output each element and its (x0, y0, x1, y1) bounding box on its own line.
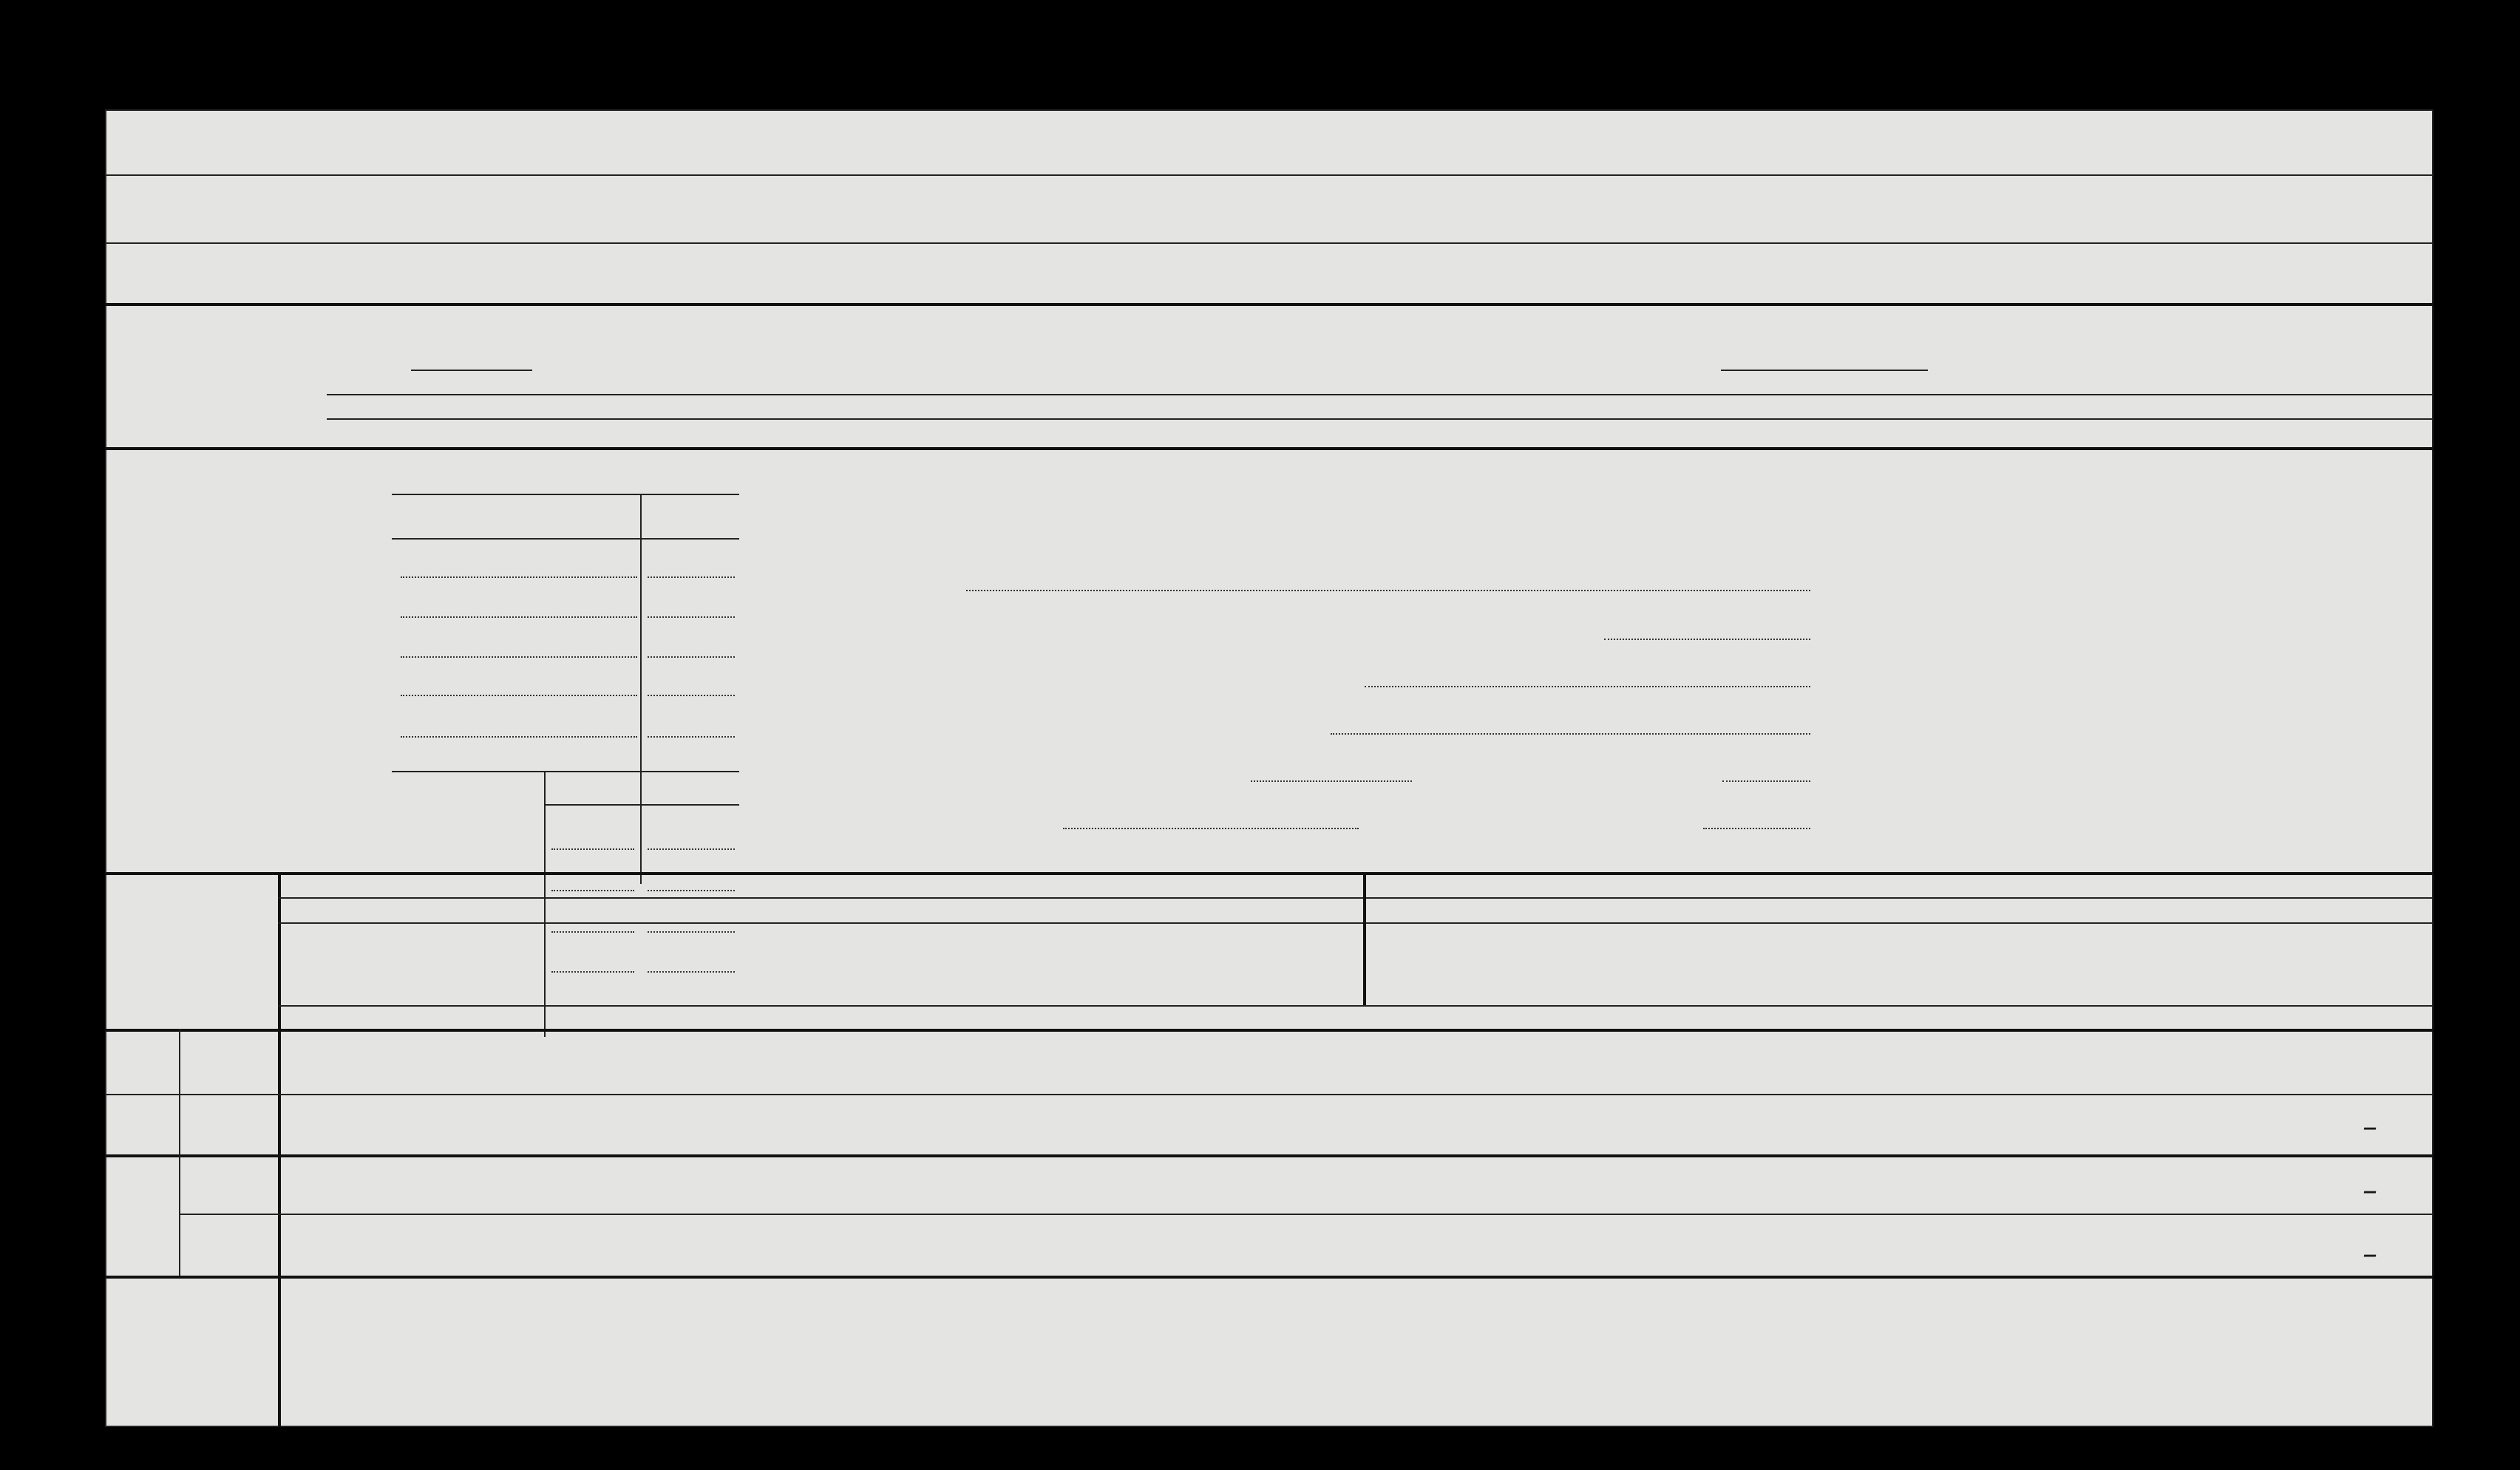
census-card (105, 109, 2434, 1427)
hw-dash-2: – (2363, 1174, 2378, 1208)
hw-dash-1: – (2363, 1110, 2378, 1144)
group-vne (106, 1159, 177, 1273)
group-nadel (111, 1035, 173, 1150)
hired-workers-label (336, 457, 377, 1048)
hw-dash-3: – (2363, 1237, 2378, 1271)
population-title (1814, 457, 1873, 900)
